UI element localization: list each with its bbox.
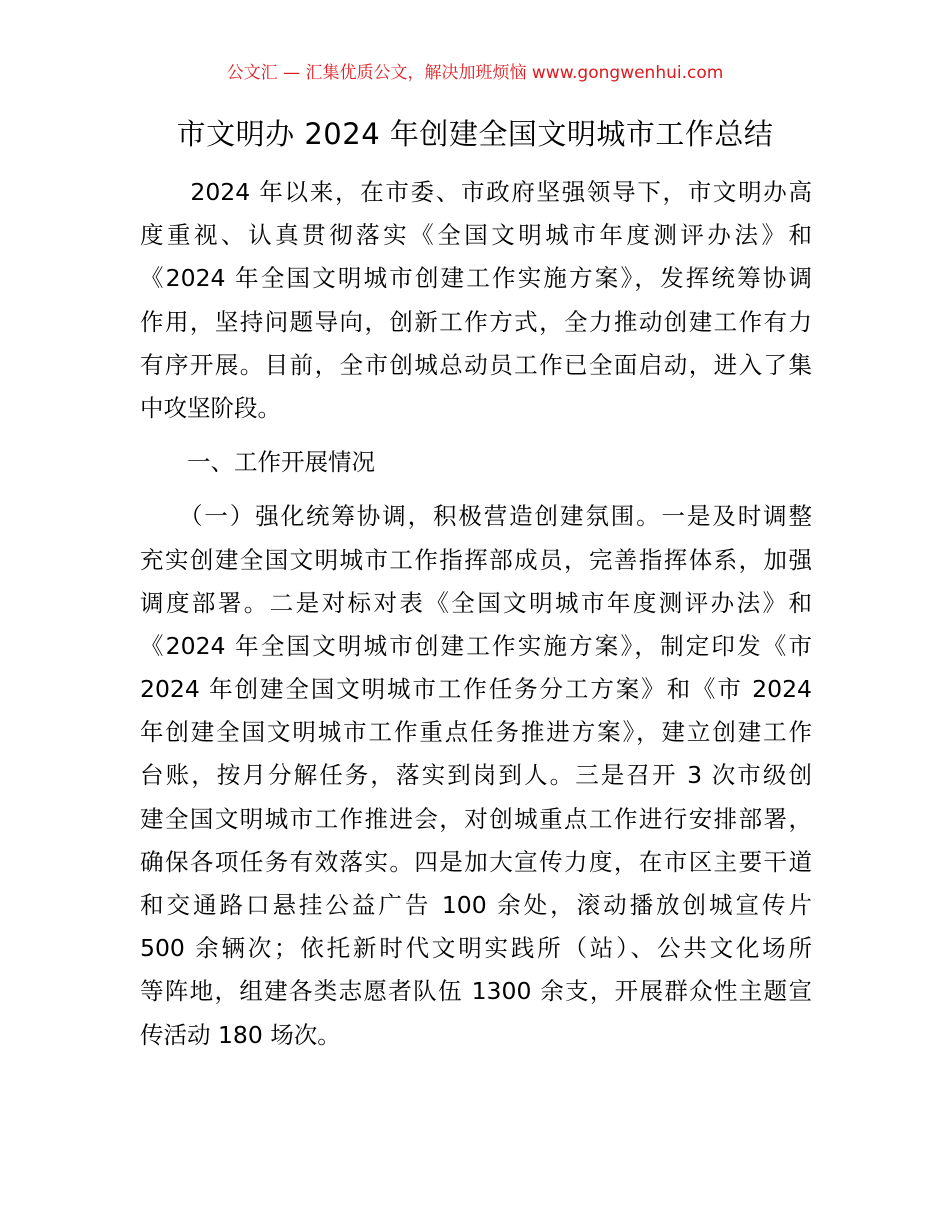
text-line: 度重视、认真贯彻落实《全国文明城市年度测评办法》和: [140, 221, 812, 250]
text-line: 2024 年以来，在市委、市政府坚强领导下，市文明办高: [140, 178, 812, 206]
text-line: 500 余辆次；依托新时代文明实践所（站）、公共文化场所: [140, 934, 812, 963]
document-title: 市文明办 2024 年创建全国文明城市工作总结: [176, 117, 774, 151]
text-line: 建全国文明城市工作推进会，对创城重点工作进行安排部署，: [140, 804, 812, 833]
text-line: 中攻坚阶段。: [140, 393, 281, 422]
text-line: 传活动 180 场次。: [140, 1020, 341, 1049]
section-heading: 一、工作开展情况: [140, 448, 375, 477]
text-line: 年创建全国文明城市工作重点任务推进方案》，建立创建工作: [140, 718, 812, 747]
text-line: 等阵地，组建各类志愿者队伍 1300 余支，开展群众性主题宣: [140, 977, 812, 1006]
text-line: 调度部署。二是对标对表《全国文明城市年度测评办法》和: [140, 588, 812, 617]
text-line: （一）强化统筹协调，积极营造创建氛围。一是及时调整: [140, 502, 812, 531]
text-line: 充实创建全国文明城市工作指挥部成员，完善指挥体系，加强: [140, 545, 812, 574]
header-banner: 公文汇 — 汇集优质公文，解决加班烦恼 www.gongwenhui.com: [226, 63, 724, 83]
text-line: 有序开展。目前，全市创城总动员工作已全面启动，进入了集: [140, 350, 812, 379]
intro-paragraph: [140, 171, 812, 430]
text-line: 和交通路口悬挂公益广告 100 余处，滚动播放创城宣传片: [140, 891, 812, 919]
text-line: 2024 年创建全国文明城市工作任务分工方案》和《市 2024: [140, 675, 812, 704]
text-line: 作用，坚持问题导向，创新工作方式，全力推动创建工作有力: [140, 307, 812, 336]
text-line: 确保各项任务有效落实。四是加大宣传力度，在市区主要干道: [140, 847, 812, 876]
text-line: 《2024 年全国文明城市创建工作实施方案》，制定印发《市: [140, 631, 812, 660]
paragraph-1: [140, 495, 812, 1056]
text-line: 台账，按月分解任务，落实到岗到人。三是召开 3 次市级创: [140, 761, 812, 790]
text-line: 《2024 年全国文明城市创建工作实施方案》，发挥统筹协调: [140, 264, 812, 293]
document-body: [140, 171, 812, 1057]
